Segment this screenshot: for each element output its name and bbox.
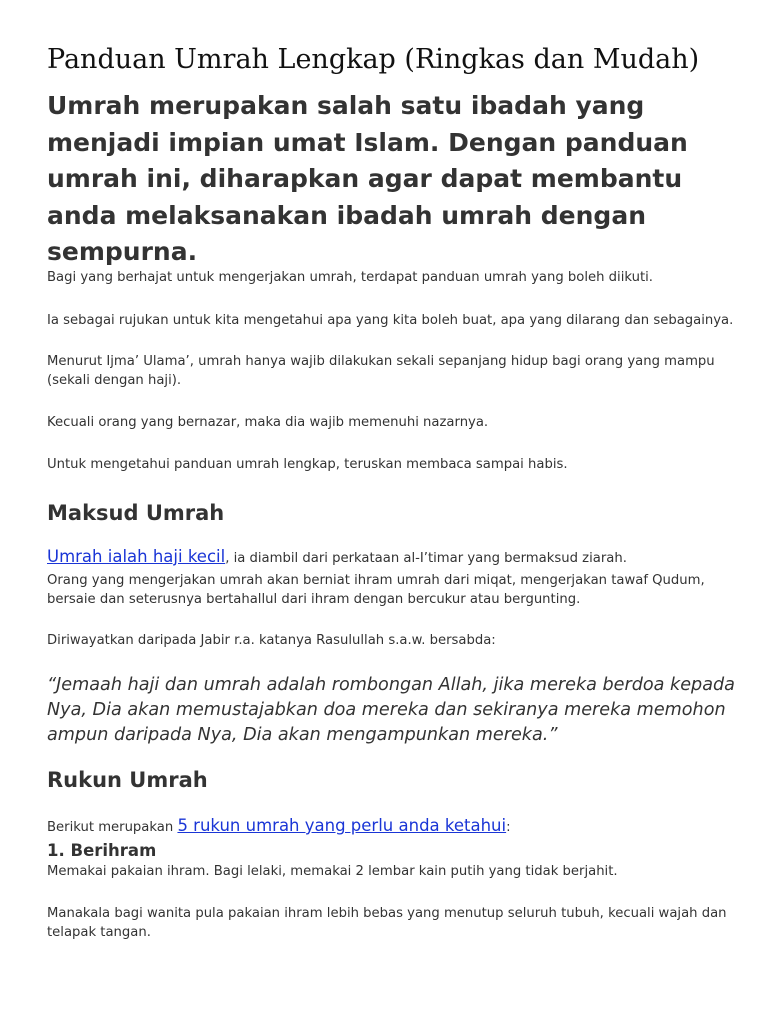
- rukun-intro-before: Berikut merupakan: [47, 820, 178, 835]
- rukun-item-1-paragraph-1: Memakai pakaian ihram. Bagi lelaki, memakai 2 lembar kain putih yang tidak berjahit.: [47, 864, 618, 879]
- umrah-haji-kecil-link[interactable]: Umrah ialah haji kecil: [47, 547, 226, 566]
- lead-heading: Umrah merupakan salah satu ibadah yang menjadi impian umat Islam. Dengan panduan umrah ini, diharapkan agar dapat membantu anda melaksanakan ibadah umrah dengan sempurna.: [47, 91, 688, 266]
- maksud-paragraph-1-rest: , ia diambil dari perkataan al-I’timar yang bermaksud ziarah.: [225, 551, 627, 566]
- intro-paragraph-5: Untuk mengetahui panduan umrah lengkap, teruskan membaca sampai habis.: [47, 457, 568, 472]
- maksud-paragraph-1: [47, 546, 737, 570]
- rukun-umrah-link[interactable]: 5 rukun umrah yang perlu anda ketahui: [177, 816, 507, 835]
- rukun-intro-after: :: [506, 820, 511, 835]
- maksud-paragraph-3: Diriwayatkan daripada Jabir r.a. katanya Rasulullah s.a.w. bersabda:: [47, 633, 496, 648]
- intro-paragraph-4: Kecuali orang yang bernazar, maka dia wajib memenuhi nazarnya.: [47, 415, 489, 430]
- document-title: Panduan Umrah Lengkap (Ringkas dan Mudah): [47, 44, 700, 75]
- intro-paragraph-2: Ia sebagai rujukan untuk kita mengetahui apa yang kita boleh buat, apa yang dilarang dan sebagainya.: [47, 313, 734, 328]
- maksud-paragraph-2: Orang yang mengerjakan umrah akan berniat ihram umrah dari miqat, mengerjakan tawaf Qudum, bersaie dan seterusnya bertahallul dari ihram dengan bercukur atau bergunting.: [47, 573, 705, 607]
- intro-paragraph-1: Bagi yang berhajat untuk mengerjakan umrah, terdapat panduan umrah yang boleh diikuti.: [47, 270, 653, 285]
- intro-paragraph-3: Menurut Ijma’ Ulama’, umrah hanya wajib dilakukan sekali sepanjang hidup bagi orang yang mampu (sekali dengan haji).: [47, 354, 715, 388]
- rukun-item-1-heading: 1. Berihram: [47, 841, 157, 860]
- rukun-intro-paragraph: [47, 815, 737, 839]
- hadith-quote: “Jemaah haji dan umrah adalah rombongan Allah, jika mereka berdoa kepada Nya, Dia akan memustajabkan doa mereka dan sekiranya mereka memohon ampun daripada Nya, Dia akan mengampunkan mereka.”: [47, 675, 735, 745]
- rukun-item-1-paragraph-2: Manakala bagi wanita pula pakaian ihram lebih bebas yang menutup seluruh tubuh, kecuali wajah dan telapak tangan.: [47, 906, 727, 940]
- section-heading-rukun: Rukun Umrah: [47, 768, 208, 792]
- section-heading-maksud: Maksud Umrah: [47, 501, 225, 525]
